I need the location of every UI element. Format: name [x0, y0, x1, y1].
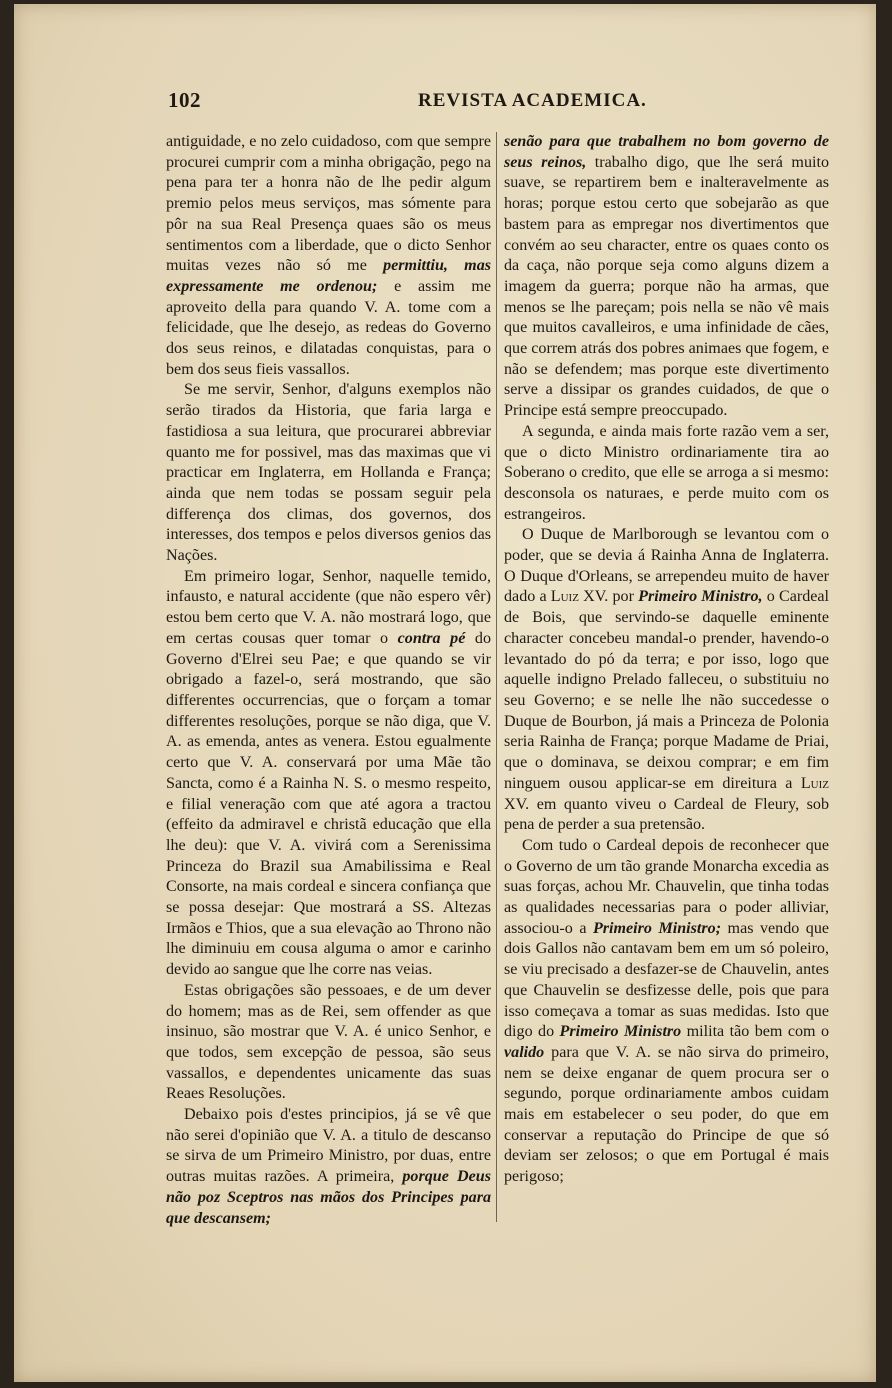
text-run: para que V. A. se não sirva do primeiro, nem se deixe enganar de quem procura ser o segundo, porque ordinariamente ambos cuidam mais em estabelecer o seu poder, do que em conservar a reputação do Principe de que só deviam ser zelosos; o que em Portugal é mais perigoso; — [504, 1043, 829, 1186]
text-run: por — [608, 588, 639, 606]
italic-run: porque Deus não poz Sceptros nas mãos dos Principes para que descansem; — [166, 1168, 491, 1227]
text-run: do Governo d'Elrei seu Pae; e que quando se vir obrigado a fazel-o, será mostrando, que são differentes occurrencias, que o forçam a tomar differentes resoluções, porque se não diga, que V. A. as emenda, antes as venera. Estou egualmente certo que V. A. conservará por uma Mãe tão Sancta, como é a Rainha N. S. o mesmo respeito, e filial veneração com que até agora a tractou (effeito da admiravel e christã educação que ella lhe deu): que V. A. vivirá com a Serenissima Princeza do Brazil sua Amabilissima e Real Consorte, na mais cordeal e sincera confiança que se possa desejar: Que mostrará a SS. Altezas Irmãos e Thios, que a sua elevação ao Throno não lhe diminuiu em cousa alguma o amor e carinho devido ao sangue que lhe corre nas veias. — [166, 629, 491, 979]
paragraph: A segunda, e ainda mais forte razão vem a ser, que o dicto Ministro ordinariamente tira ao Soberano o credito, que elle se arroga a si mesmo: desconsola os naturaes, e perde muito com os estrangeiros. — [504, 422, 829, 523]
text-run: milita tão bem com o — [681, 1023, 829, 1041]
paragraph — [166, 567, 491, 981]
italic-run: valido — [504, 1043, 545, 1061]
paragraph — [166, 132, 491, 380]
text-run: mas vendo que dois Gallos não cantavam bem em um só poleiro, se viu precisado a desfazer-se de Chauvelin, antes que Chauvelin se desfizesse delle, pois que para isso começava a tomar as suas medidas. Isto que digo do — [504, 919, 829, 1041]
running-title: REVISTA ACADEMICA. — [418, 90, 647, 111]
paragraph — [504, 836, 829, 1188]
italic-run: contra pé — [397, 629, 466, 647]
text-run: trabalho digo, que lhe será muito suave, se repartirem bem e inalteravelmente as horas; porque estou certo que sobejarão as que bastem para as empregar nos divertimentos que convém ao seu character, entre os quaes conto os da caça, não porque seja como alguns dizem a imagem da guerra; porque não ha armas, que menos se lhe pareçam; pois nella se não vê mais que muitos cavalleiros, e uma infinidade de cães, que correm atrás dos pobres animaes que fogem, e não se defendem; mas porque este divertimento serve a dissipar os grandes cuidados, de que o Principe está sempre preoccupado. — [504, 153, 829, 420]
paragraph — [166, 1105, 491, 1229]
paragraph: Estas obrigações são pessoaes, e de um dever do homem; mas as de Rei, sem offender as que insinuo, são mostrar que V. A. é unico Senhor, e que todos, sem excepção de pessoa, são seus vassallos, e dependentes unicamente das suas Reaes Resoluções. — [166, 981, 491, 1103]
left-column — [166, 132, 491, 1232]
paragraph — [504, 132, 829, 422]
right-column — [504, 132, 829, 1232]
text-run: em quanto viveu o Cardeal de Fleury, sob pena de perder a sua pretensão. — [504, 795, 829, 834]
paragraph: Se me servir, Senhor, d'alguns exemplos não serão tirados da Historia, que faria larga e fastidiosa a sua leitura, que procurarei abbreviar quanto me for possivel, mas das maximas que vi practicar em Inglaterra, em Hollanda e França; ainda que nem todas se possam seguir pela differença dos climas, dos governos, dos interesses, dos tempos e pelos diversos genios das Nações. — [166, 381, 491, 565]
smallcaps-run: Luiz XV. — [504, 774, 829, 813]
text-run: antiguidade, e no zelo cuidadoso, com que sempre procurei cumprir com a minha obrigação, pego na pena para ter a honra não de lhe pedir algum premio pelos meus serviços, mas sómente para pôr na sua Real Presença quaes são os meus sentimentos com a liberdade, que o dicto Senhor muitas vezes não só me — [166, 133, 491, 275]
smallcaps-run: Luiz XV. — [550, 588, 609, 606]
paragraph — [504, 525, 829, 836]
text-run: Debaixo pois d'estes principios, já se vê que não serei d'opinião que V. A. a titulo de descanso se sirva de um Primeiro Ministro, por duas, entre outras muitas razões. A primeira, — [166, 1106, 491, 1186]
italic-run: Primeiro Ministro; — [592, 919, 722, 937]
scanned-page — [14, 4, 876, 1382]
text-run: e assim me aproveito della para quando V. A. tome com a felicidade, que lhe desejo, as redeas do Governo dos seus reinos, e dilatadas conquistas, para o bem dos seus fieis vassallos. — [166, 277, 491, 378]
italic-run: Primeiro Ministro — [559, 1023, 682, 1041]
text-run: o Cardeal de Bois, que servindo-se daquelle eminente character concebeu mandal-o prender, havendo-o levantado do pó da terra; e por isso, logo que aquelle indigno Prelado falleceu, o substituiu no seu Governo; e se nelle lhe não succedesse o Duque de Bourbon, já mais a Princeza de Polonia seria Rainha de França; porque Madame de Priai, que o dominava, se deixou comprar; e em fim ninguem ousou applicar-se em direitura a — [504, 588, 829, 792]
text-run: Com tudo o Cardeal depois de reconhecer que o Governo de um tão grande Monarcha excedia as suas forças, achou Mr. Chauvelin, que tinha todas as qualidades necessarias para o poder alliviar, associou-o a — [504, 836, 829, 937]
text-run: Em primeiro logar, Senhor, naquelle temido, infausto, e natural accidente (que não espero vêr) estou bem certo que V. A. não mostrará logo, que em certas cousas quer tomar o — [166, 567, 491, 647]
italic-run: Primeiro Ministro, — [638, 588, 763, 606]
page-number: 102 — [168, 88, 201, 112]
page-header — [168, 88, 848, 118]
text-run: O Duque de Marlborough se levantou com o poder, que se devia á Rainha Anna de Inglaterra. O Duque d'Orleans, se arrependeu muito de haver dado a — [504, 526, 829, 606]
italic-run: permittiu, mas expressamente me ordenou; — [166, 257, 491, 295]
column-divider — [496, 132, 497, 1222]
italic-run: senão para que trabalhem no bom governo de seus reinos, — [504, 133, 829, 171]
